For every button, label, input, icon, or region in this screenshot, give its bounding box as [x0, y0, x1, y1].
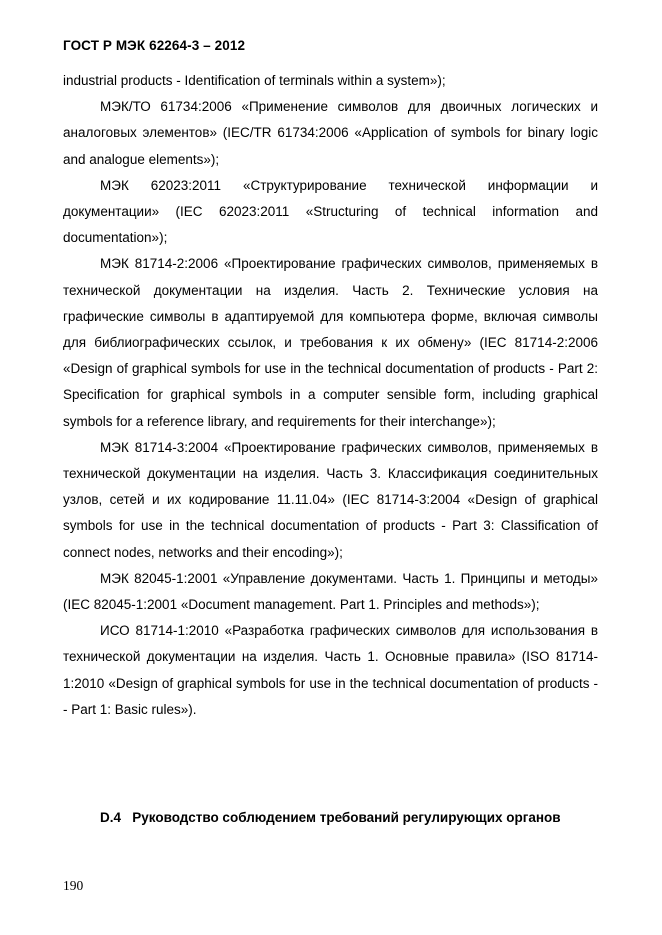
- paragraph-iso-81714-1: ИСО 81714-1:2010 «Разработка графических символов для использования в технической документации на изделия. Часть 1. Основные правила» (ISO 81714-1:2010 «Design of graphical symbols for use in the technical documentation of products -- Part 1: Basic rules»).: [63, 623, 598, 717]
- paragraph-iec-81714-2: МЭК 81714-2:2006 «Проектирование графических символов, применяемых в технической документации на изделия. Часть 2. Технические условия на графические символы в адаптируемой для компьютера форме, включая символы для библиографических ссылок, и требования к их обмену» (IEC 81714-2:2006 «Design of graphical symbols for use in the technical documentation of products - Part 2: Specification for graphical symbols in a computer sensible form, including graphical symbols for a reference library, and requirements for their interchange»);: [63, 256, 598, 429]
- paragraph-iec-82045-1: МЭК 82045-1:2001 «Управление документами. Часть 1. Принципы и методы» (IEC 82045-1:2001 «Document management. Part 1. Principles and methods»);: [63, 570, 598, 613]
- page-number: 190: [63, 878, 84, 893]
- section-heading: [63, 804, 598, 831]
- paragraph-iec-62023: МЭК 62023:2011 «Структурирование технической информации и документации» (IEC 62023:2011 «Structuring of technical information and documentation»);: [63, 177, 598, 246]
- paragraph-continuation: industrial products - Identification of terminals within a system»);: [63, 73, 446, 88]
- paragraph-iec-tr-61734: МЭК/ТО 61734:2006 «Применение символов для двоичных логических и аналоговых элементов» (IEC/TR 61734:2006 «Application of symbols for binary logic and analogue elements»);: [63, 99, 598, 167]
- body-text: [63, 68, 598, 723]
- paragraph-iec-81714-3: МЭК 81714-3:2004 «Проектирование графических символов, применяемых в технической документации на изделия. Часть 3. Классификация соединительных узлов, сетей и их кодирование 11.11.04» (IEC 81714-3:2004 «Design of graphical symbols for use in the technical documentation of products - Part 3: Classification of connect nodes, networks and their encoding»);: [63, 439, 598, 560]
- document-header: ГОСТ Р МЭК 62264-3 – 2012: [63, 38, 246, 53]
- section-number: D.4: [100, 810, 122, 825]
- section-title: Руководство соблюдением требований регулирующих органов: [132, 810, 561, 825]
